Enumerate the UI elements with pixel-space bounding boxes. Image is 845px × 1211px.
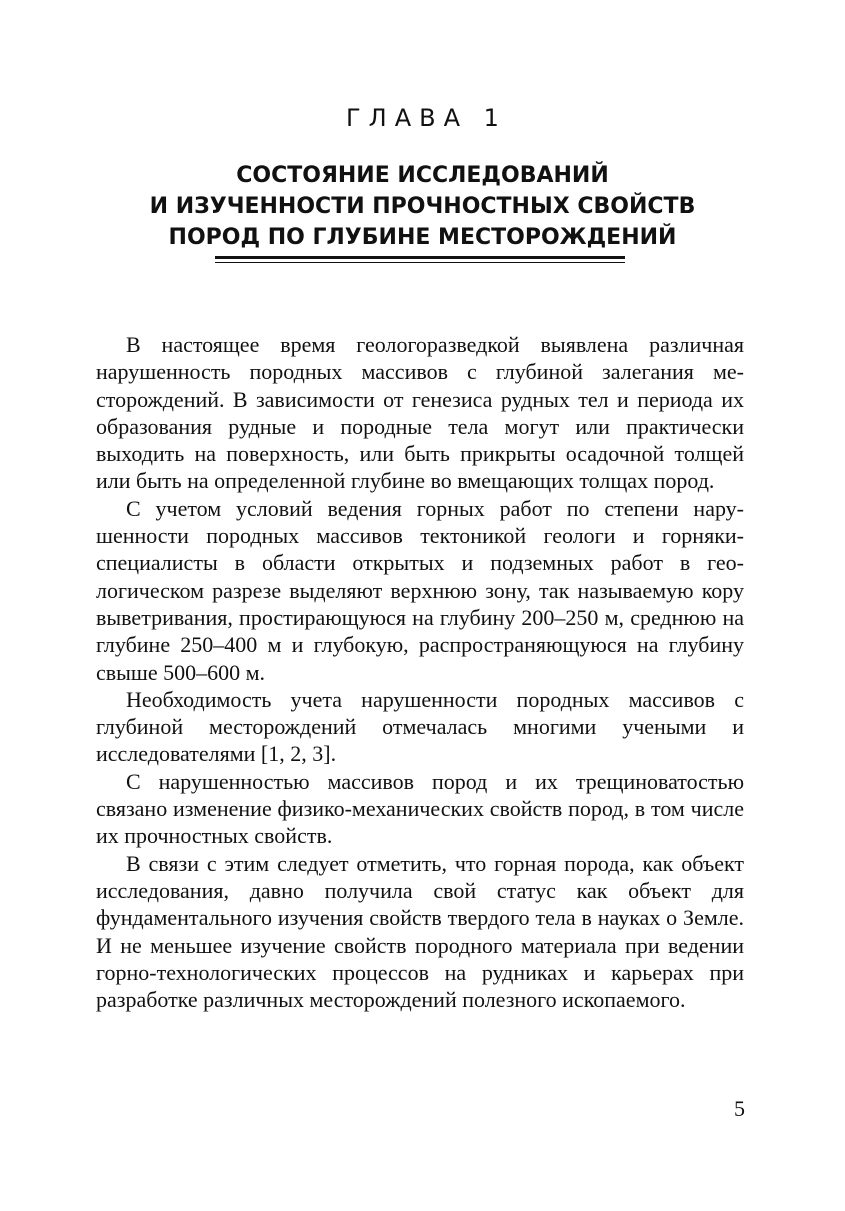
chapter-title (0, 160, 845, 253)
chapter-label: ГЛАВА 1 (346, 104, 507, 132)
chapter-title-line: И ИЗУЧЕННОСТИ ПРОЧНОСТНЫХ СВОЙСТВ (149, 194, 696, 219)
chapter-title-line: СОСТОЯНИЕ ИССЛЕДОВАНИЙ (236, 163, 609, 188)
page-number: 5 (734, 1096, 745, 1121)
chapter-title-line: ПОРОД ПО ГЛУБИНЕ МЕСТОРОЖДЕНИЙ (168, 225, 677, 250)
paragraph: С учетом условий ведения горных работ по степени нарушенности породных массивов тектоникой геологи и горняки-специалисты в области открытых и подземных работ в геологическом разрезе выделяют верхнюю зону, так называемую кору выветривания, простирающуюся на глубину 200–250 м, среднюю на глубине 250–400 м и глубокую, распространяющуюся на глубину свыше 500–600 м. (96, 495, 744, 685)
paragraph: В настоящее время геологоразведкой выявлена различная нарушенность породных массивов с глубиной залегания месторождений. В зависимости от генезиса рудных тел и периода их образования рудные и породные тела могут или практически выходить на поверхность, или быть прикрыты осадочной толщей или быть на определенной глубине во вмещающих толщах пород. (96, 332, 744, 494)
paragraph: В связи с этим следует отметить, что горная порода, как объект исследования, давно получила свой статус как объект для фундаментального изучения свойств твердого тела в науках о Земле. И не меньшее изучение свойств породного материала при ведении горно-технологических процессов на рудниках и карьерах при разработке различных месторождений полезного ископаемого. (96, 850, 744, 1013)
paragraph: С нарушенностью массивов пород и их трещиноватостью связано изменение физико-механических свойств пород, в том числе их прочностных свойств. (96, 768, 744, 849)
title-underline-thick (215, 256, 625, 259)
title-underline-thin (215, 262, 625, 263)
body-text (96, 331, 744, 1013)
paragraph: Необходимость учета нарушенности породных массивов с глубиной месторождений отмечалась многими учеными и исследователями [1, 2, 3]. (96, 686, 744, 767)
